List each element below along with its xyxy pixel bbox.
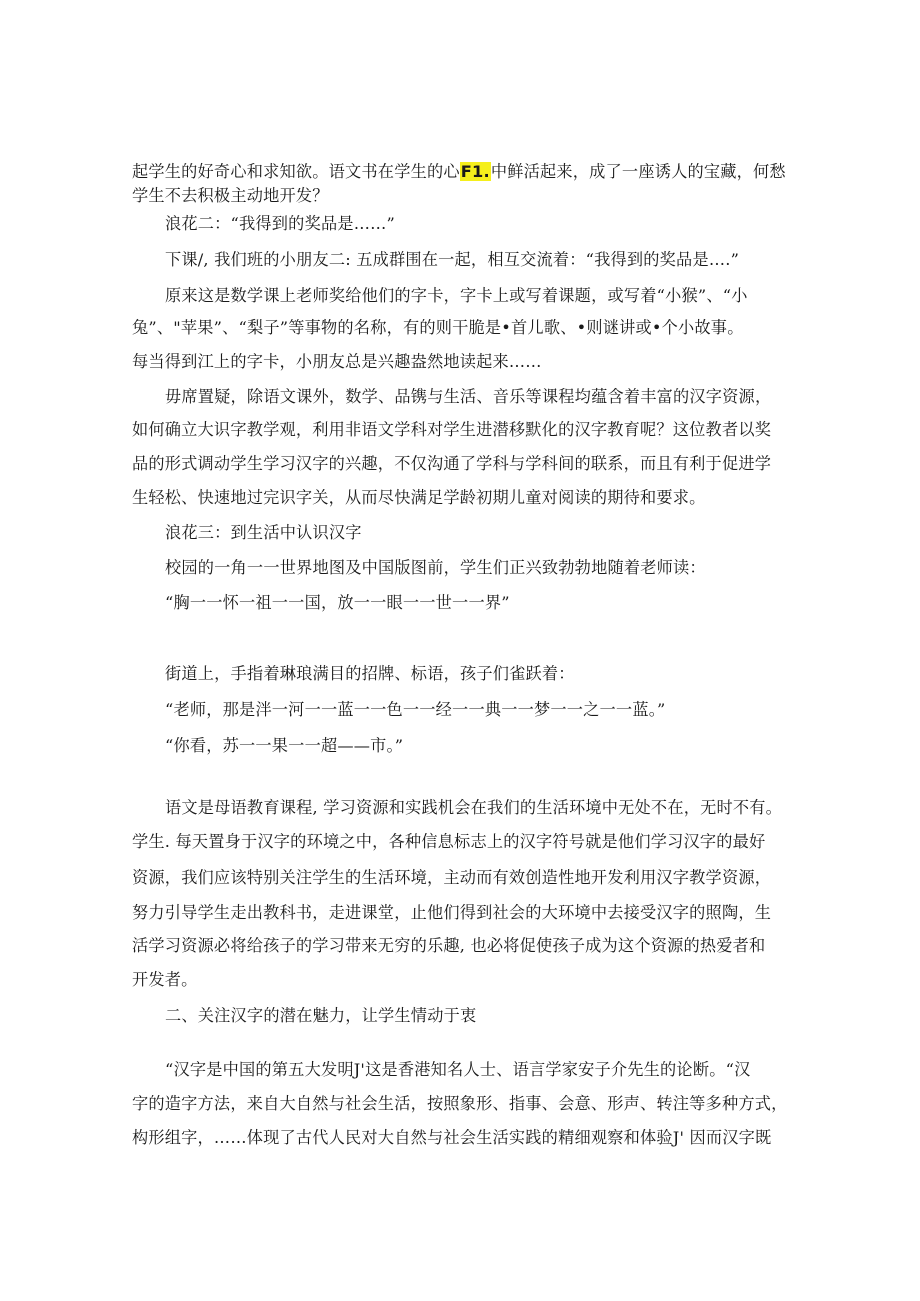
section-heading: 二、关注汉字的潜在魅力，让学生情动于衷 xyxy=(165,1006,477,1025)
text-line: 校园的一角一一世界地图及中国版图前，学生们正兴致勃勃地随着老师读： xyxy=(165,558,706,577)
text-line: 兔”、"苹果”、“梨子”等事物的名称，有的则干脆是•首儿歌、•则谜讲或•个小故事。 xyxy=(132,318,744,337)
text-line: 品的形式调动学生学习汉字的兴趣，不仅沟通了学科与学科间的联系，而且有利于促进学 xyxy=(132,454,772,473)
text-line: 语文是母语教育课程, 学习资源和实践机会在我们的生活环境中无处不在，无时不有。 xyxy=(165,798,783,817)
text-line: 学生不去积极主动地开发？ xyxy=(132,186,329,205)
quote-line: “你看，苏一一果一一超——市。” xyxy=(165,736,404,755)
text-line: 原来这是数学课上老师奖给他们的字卡，字卡上或写着课题，或写着“小猴”、“小 xyxy=(165,286,748,305)
text-line: 毋席置疑，除语文课外，数学、品镌与生活、音乐等课程均蕴含着丰富的汉字资源， xyxy=(165,387,772,406)
text-line: 努力引导学生走出教科书，走进课堂，止他们得到社会的大环境中去接受汉字的照陶，生 xyxy=(132,903,772,922)
text-line: 构形组字，……体现了古代人民对大自然与社会生活实践的精细观察和体验J' 因而汉字既 xyxy=(132,1128,772,1147)
text-line: 字的造字方法，来自大自然与社会生活，按照象形、指事、会意、形声、转注等多种方式， xyxy=(132,1094,788,1113)
text-line: 学生. 每天置身于汉字的环境之中，各种信息标志上的汉字符号就是他们学习汉字的最好 xyxy=(132,832,766,851)
text-span: 起学生的好奇心和求知欲。语文书在学生的心 xyxy=(132,162,460,181)
text-line: 如何确立大识字教学观，利用非语文学科对学生进潜移默化的汉字教育呢？这位教者以奖 xyxy=(132,420,772,439)
text-line xyxy=(132,160,786,184)
text-line: 活学习资源必将给孩子的学习带来无穷的乐趣, 也必将促使孩子成为这个资源的热爱者和 xyxy=(132,936,766,955)
section-heading: 浪花二：“我得到的奖品是……” xyxy=(165,214,395,233)
text-line: 开发者。 xyxy=(132,970,198,989)
text-line: 街道上，手指着琳琅满目的招牌、标语，孩子们雀跃着： xyxy=(165,664,575,683)
section-heading: 浪花三：到生活中认识汉字 xyxy=(165,523,362,542)
quote-line: “胸一一怀一祖一一国，放一一眼一一世一一界” xyxy=(165,593,510,612)
quote-line: “老师，那是泮一河一一蓝一一色一一经一一典一一梦一一之一一蓝。” xyxy=(165,700,666,719)
highlighted-mark: F1. xyxy=(460,162,490,181)
text-span: 中鲜活起来，成了一座诱人的宝藏，何愁 xyxy=(490,162,786,181)
text-line: 资源，我们应该特别关注学生的生活环境，主动而有效创造性地开发利用汉字教学资源， xyxy=(132,868,772,887)
text-line: “汉字是中国的第五大发明J'这是香港知名人士、语言学家安子介先生的论断。“汉 xyxy=(165,1060,751,1079)
text-line: 下课/, 我们班的小朋友二: 五成群围在一起，相互交流着：“我得到的奖品是….” xyxy=(165,250,740,269)
text-line: 每当得到江上的字卡，小朋友总是兴趣盎然地读起来…… xyxy=(132,352,542,371)
text-line: 生轻松、快速地过完识字关，从而尽快满足学龄初期儿童对阅读的期待和要求。 xyxy=(132,488,706,507)
